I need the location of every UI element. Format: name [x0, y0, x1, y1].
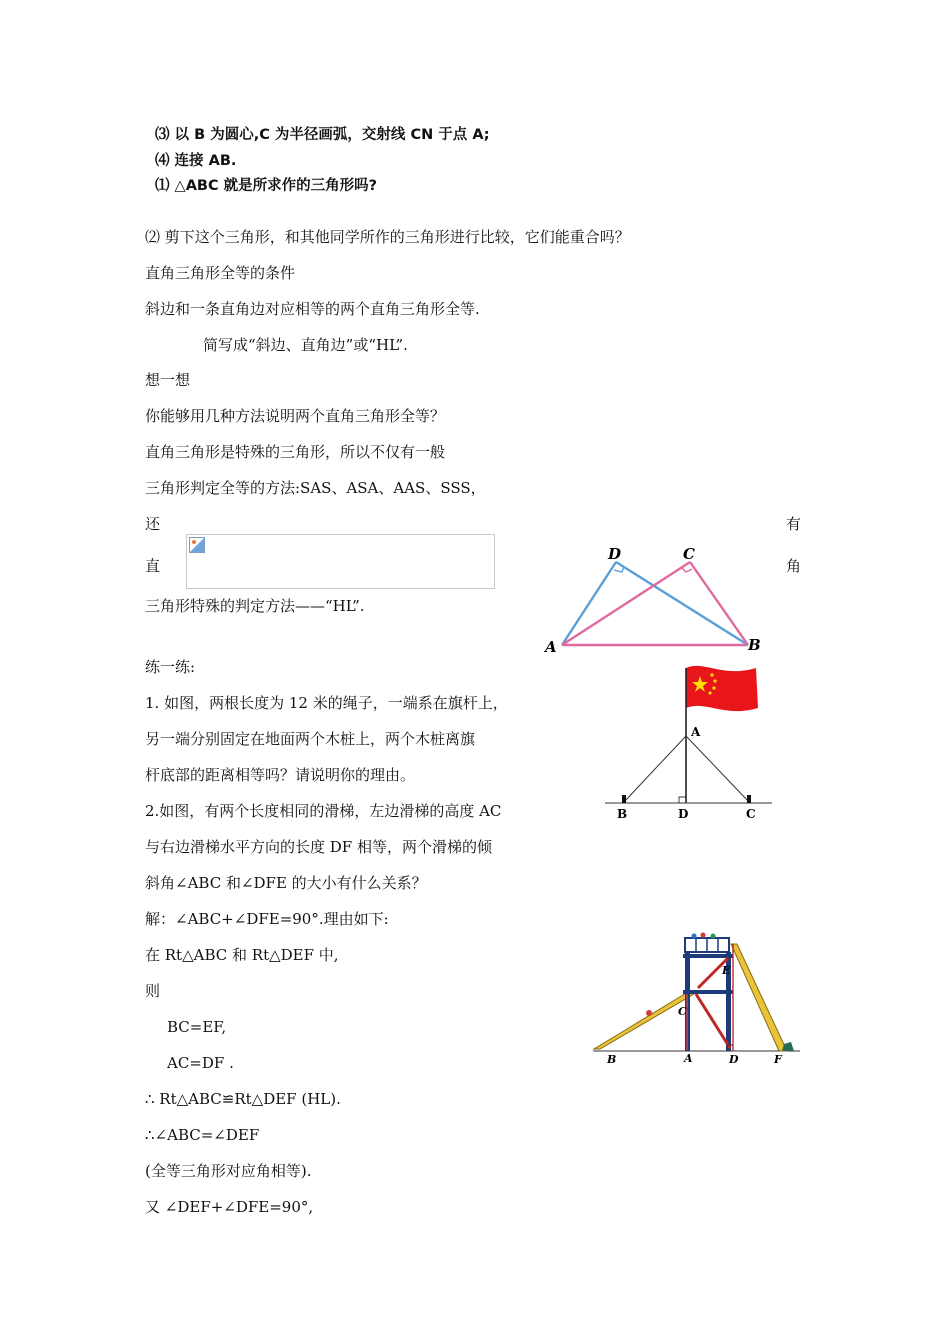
solution-line-2: 在 Rt△ABC 和 Rt△DEF 中, — [145, 946, 339, 964]
think-answer-3: 三角形特殊的判定方法——“HL”. — [145, 597, 365, 615]
problem-1-line-1: 1. 如图，两根长度为 12 米的绳子，一端系在旗杆上， — [145, 694, 508, 712]
solution-line-3: 则 — [145, 982, 161, 1000]
broken-image-icon — [189, 537, 205, 553]
think-answer-2: 三角形判定全等的方法:SAS、ASA、AAS、SSS， — [145, 479, 486, 497]
segment-ad — [562, 562, 616, 645]
label-a: A — [691, 725, 701, 739]
stake-b — [622, 795, 626, 803]
solution-line-9: 又 ∠DEF+∠DFE=90°, — [145, 1198, 314, 1216]
solution-line-1: 解：∠ABC+∠DFE=90°.理由如下: — [145, 910, 389, 928]
step-4: ⑴ △ABC 就是所求作的三角形吗? — [155, 178, 378, 194]
label-d: D — [729, 1053, 739, 1066]
stake-c — [747, 795, 751, 803]
label-b: B — [617, 807, 628, 821]
label-f: F — [774, 1053, 782, 1066]
figure-slides — [588, 930, 808, 1070]
think-right-2: 角 — [786, 557, 802, 575]
right-slide — [731, 944, 787, 1051]
label-c: C — [746, 807, 756, 821]
stairs-lower — [696, 994, 730, 1048]
solution-line-8: (全等三角形对应角相等). — [145, 1162, 312, 1180]
hl-title: 直角三角形全等的条件 — [145, 264, 296, 282]
figure-hl-triangles — [540, 540, 770, 660]
step-2: ⑶ 以 B 为圆心,C 为半径画弧，交射线 CN 于点 A; — [155, 127, 490, 143]
label-c: C — [678, 1005, 687, 1018]
problem-1-line-3: 杆底部的距离相等吗？请说明你的理由。 — [145, 766, 416, 784]
hl-short: 简写成“斜边、直角边”或“HL”. — [203, 336, 408, 354]
think-answer-1: 直角三角形是特殊的三角形，所以不仅有一般 — [145, 443, 446, 461]
think-title: 想一想 — [145, 371, 191, 389]
think-question: 你能够用几种方法说明两个直角三角形全等？ — [145, 407, 446, 425]
think-right-1: 有 — [786, 515, 802, 533]
problem-2-line-2: 与右边滑梯水平方向的长度 DF 相等，两个滑梯的倾 — [145, 838, 492, 856]
step-3: ⑷ 连接 AB. — [155, 153, 237, 169]
rope-ac — [686, 736, 749, 802]
solution-line-5: AC=DF . — [167, 1054, 234, 1072]
right-angle-c — [681, 567, 692, 572]
solution-line-4: BC=EF, — [167, 1018, 227, 1036]
problem-2-line-3: 斜角∠ABC 和∠DFE 的大小有什么关系？ — [145, 874, 427, 892]
segment-db — [616, 562, 748, 645]
think-left-1: 还 — [145, 515, 161, 533]
question-2: ⑵ 剪下这个三角形，和其他同学所作的三角形进行比较，它们能重合吗？ — [145, 228, 630, 246]
label-e: E — [722, 964, 731, 977]
think-left-2: 直 — [145, 557, 161, 575]
hl-statement: 斜边和一条直角边对应相等的两个直角三角形全等. — [145, 300, 480, 318]
label-a: A — [684, 1052, 693, 1065]
rope-ab — [624, 736, 686, 802]
segment-ac — [562, 562, 690, 645]
practice-title: 练一练: — [145, 658, 196, 676]
broken-image-placeholder — [186, 534, 495, 589]
label-a: A — [545, 638, 557, 656]
label-d: D — [678, 807, 689, 821]
problem-1-line-2: 另一端分别固定在地面两个木桩上，两个木桩离旗 — [145, 730, 476, 748]
label-c: C — [683, 545, 695, 563]
problem-2-line-1: 2.如图，有两个长度相同的滑梯，左边滑梯的高度 AC — [145, 802, 502, 820]
solution-line-6: ∴ Rt△ABC≌Rt△DEF (HL). — [145, 1090, 341, 1108]
label-b: B — [748, 636, 761, 654]
solution-line-7: ∴∠ABC=∠DEF — [145, 1126, 260, 1144]
left-slide — [594, 992, 694, 1049]
figure-flagpole — [600, 660, 780, 822]
label-d: D — [608, 545, 622, 563]
label-b: B — [607, 1053, 617, 1066]
segment-cb — [690, 562, 748, 645]
